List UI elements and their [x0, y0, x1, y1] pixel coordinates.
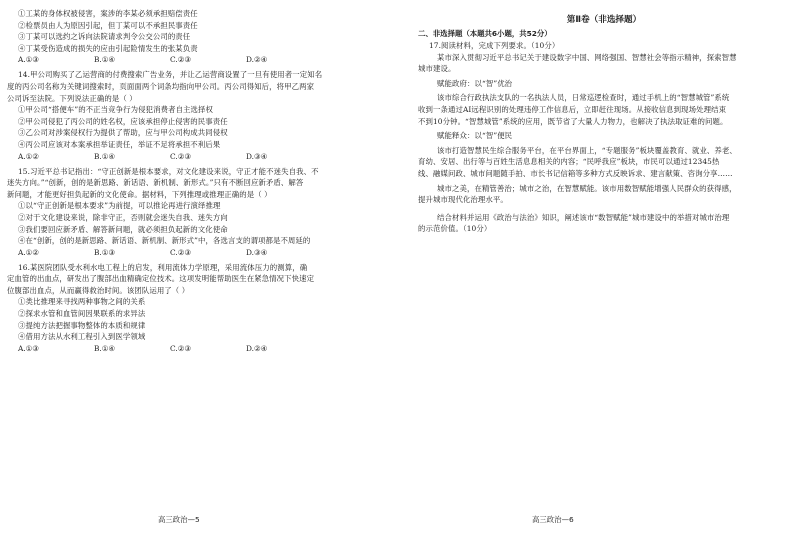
q17-question: [418, 212, 790, 235]
q14-options: [7, 104, 325, 150]
right-column: [418, 8, 790, 235]
para3-line-1: 该市打造智慧民生综合服务平台，在平台界面上，“专题服务”板块覆盖教育、就业、养老、: [437, 145, 737, 155]
q15-option-4: ④在“创新，创的是新思路、新话语、新机制、新形式”中，各选言支的谓项都是不周延的: [18, 236, 311, 246]
q16-answer-b: B.①④: [94, 343, 116, 353]
q16-option-3: ③提纯方法把握事物整体的本质和规律: [18, 320, 146, 330]
q13-option-2: ②检票员由人为原因引起，但丁某可以不承担民事责任: [18, 20, 198, 30]
page-footer-right: 高三政治—6: [532, 515, 574, 524]
q14-stem: [7, 69, 325, 104]
material-para-2: [418, 92, 790, 127]
q14-stem-line-3: 公司诉至法院。下列说法正确的是（ ）: [7, 93, 137, 103]
q16-stem: [7, 262, 325, 297]
para2-line-2: 收到一条通过AI远程识别的处理违停工作信息后，立即赶往现场。从接收信息到现场处理结束: [418, 104, 727, 114]
para2-line-3: 不到10分钟。“智慧城管”系统的应用，既节省了大量人力物力，也解决了执法取证难的问题。: [418, 116, 728, 126]
q13-answer-c: C.②③: [170, 55, 191, 65]
q15-stem-line-1: 15.习近平总书记指出：“守正创新是根本要求，对文化建设来说，守正才能不迷失自我、不: [18, 166, 319, 176]
question-line-1: 结合材料并运用《政治与法治》知识，阐述该市“数智赋能”城市建设中的举措对城市治理: [437, 212, 730, 222]
part-two-title: 第Ⅱ卷（非选择题）: [566, 15, 642, 25]
para3-line-2: 育幼、安居、出行等与百姓生活息息相关的内容；“民呼我应”板块，市民可以通过12345热: [418, 157, 720, 167]
section-header: 二、非选择题（本题共6小题，共52分）: [418, 29, 552, 38]
question-line-2: 的示范价值。（10分）: [418, 224, 492, 234]
material-para-4: [418, 183, 790, 206]
left-column: [7, 8, 325, 355]
q14-stem-line-2: 度的丙公司名称为关键词搜索时，页面面两个词条均指向甲公司。丙公司得知后，将甲乙两家: [7, 81, 315, 91]
q14-answers: [7, 151, 325, 163]
q14-option-1: ①甲公司“搭便车”的不正当竞争行为侵犯消费者自主选择权: [18, 105, 214, 115]
q15-option-1: ①以“守正创新是根本要求”为前提，可以推论再进行演绎推理: [18, 201, 221, 211]
q14-option-4: ④丙公司应该对本案承担举证责任，举证不足将承担不利后果: [18, 139, 221, 149]
para3-line-3: 线、融媒问政、城市问题随手拍、市长书记信箱等多种方式反映诉求、建言献策、咨询分享……: [418, 168, 733, 178]
q16-option-1: ①类比推理来寻找两种事物之间的关系: [18, 297, 146, 307]
page-right: [397, 0, 794, 557]
q13-answers: [7, 54, 325, 66]
para1-line-2: 城市建设。: [418, 64, 456, 74]
q14-option-2: ②甲公司侵犯了丙公司的姓名权，应该承担停止侵害的民事责任: [18, 116, 228, 126]
q16-stem-line-2: 定血管的出血点，研发出了腹部出血精确定位技术。这项发明能帮助医生在紧急情况下快速定: [7, 274, 315, 284]
q14-stem-line-1: 14.甲公司购买了乙运营商的付费搜索广告业务，并让乙运营商设置了一旦有使用者一定知名: [18, 70, 323, 80]
q13-option-1: ①工某的身体权被侵害，案涉的李某必须承担赔偿责任: [18, 9, 198, 18]
q14-answer-b: B.①④: [94, 151, 116, 161]
q17-intro: 17.阅读材料，完成下列要求。（10分）: [429, 41, 560, 50]
q15-answers: [7, 247, 325, 259]
page-footer-left: 高三政治—5: [158, 515, 200, 524]
q15-options: [7, 200, 325, 246]
q16-answers: [7, 343, 325, 355]
q15-answer-d: D.③④: [246, 247, 268, 257]
q16-stem-line-3: 位腹部出血点，从而赢得救治时间。该团队运用了（ ）: [7, 285, 190, 295]
q14-option-3: ③乙公司对涉案侵权行为提供了帮助，应与甲公司构成共同侵权: [18, 128, 228, 138]
q16-stem-line-1: 16.某医院团队受水利水电工程上的启发，利用流体力学原理，采用流体压力的测算，确: [18, 262, 308, 272]
q14-answer-c: C.②③: [170, 151, 191, 161]
q15-answer-b: B.①③: [94, 247, 116, 257]
material-para-1: [418, 52, 790, 75]
q16-option-2: ②探求水管和血管间因果联系的求异法: [18, 309, 146, 319]
q13-option-4: ④丁某受伤造成的损失的应由引起险情发生的张某负责: [18, 43, 198, 53]
q15-option-3: ③我们要回应新矛盾、解答新问题，就必须担负起新的文化使命: [18, 224, 228, 234]
q15-stem-line-3: 新问题，才能更好担负起新的文化使命。据材料，下列推理或推理正确的是（ ）: [7, 189, 272, 199]
q16-answer-c: C.②③: [170, 343, 191, 353]
q16-answer-d: D.②④: [246, 343, 268, 353]
subheading-government: 赋能政府：以“智”优治: [437, 78, 513, 88]
q13-answer-d: D.②④: [246, 55, 268, 65]
q13-options: [7, 8, 325, 54]
q15-option-2: ②对于文化建设来说，除非守正，否则就会迷失自我、迷失方向: [18, 212, 228, 222]
q13-answer-b: B.①④: [94, 55, 116, 65]
q16-option-4: ④借用方法从水利工程引入到医学领域: [18, 332, 146, 342]
q13-answer-a: A.①③: [18, 55, 39, 65]
q15-answer-c: C.②③: [170, 247, 191, 257]
q15-stem: [7, 166, 325, 201]
q13-option-3: ③丁某可以选约之诉向法院请求判令公交公司的责任: [18, 32, 191, 42]
para4-line-2: 提升城市现代化治理水平。: [418, 195, 508, 205]
q16-options: [7, 296, 325, 342]
q14-answer-a: A.①②: [18, 151, 39, 161]
para4-line-1: 城市之美，在精管善治；城市之治，在智慧赋能。该市用数智赋能增强人民群众的获得感，: [437, 183, 737, 193]
q16-answer-a: A.①③: [18, 343, 39, 353]
para2-line-1: 该市综合行政执法支队的一名执法人员，日常巡逻检查时，通过手机上的“智慧城管”系统: [437, 93, 730, 103]
subheading-public: 赋能释众：以“智”便民: [437, 131, 513, 141]
q14-answer-d: D.③④: [246, 151, 268, 161]
para1-line-1: 某市深入贯彻习近平总书记关于建设数字中国、网络强国、智慧社会等指示精神，探索智慧: [437, 52, 737, 62]
material-para-3: [418, 145, 790, 180]
q15-answer-a: A.①②: [18, 247, 39, 257]
q15-stem-line-2: 迷失方向。”“创新，创的是新思路、新话语、新机制、新形式。”只有不断回应新矛盾、解答: [7, 178, 304, 188]
